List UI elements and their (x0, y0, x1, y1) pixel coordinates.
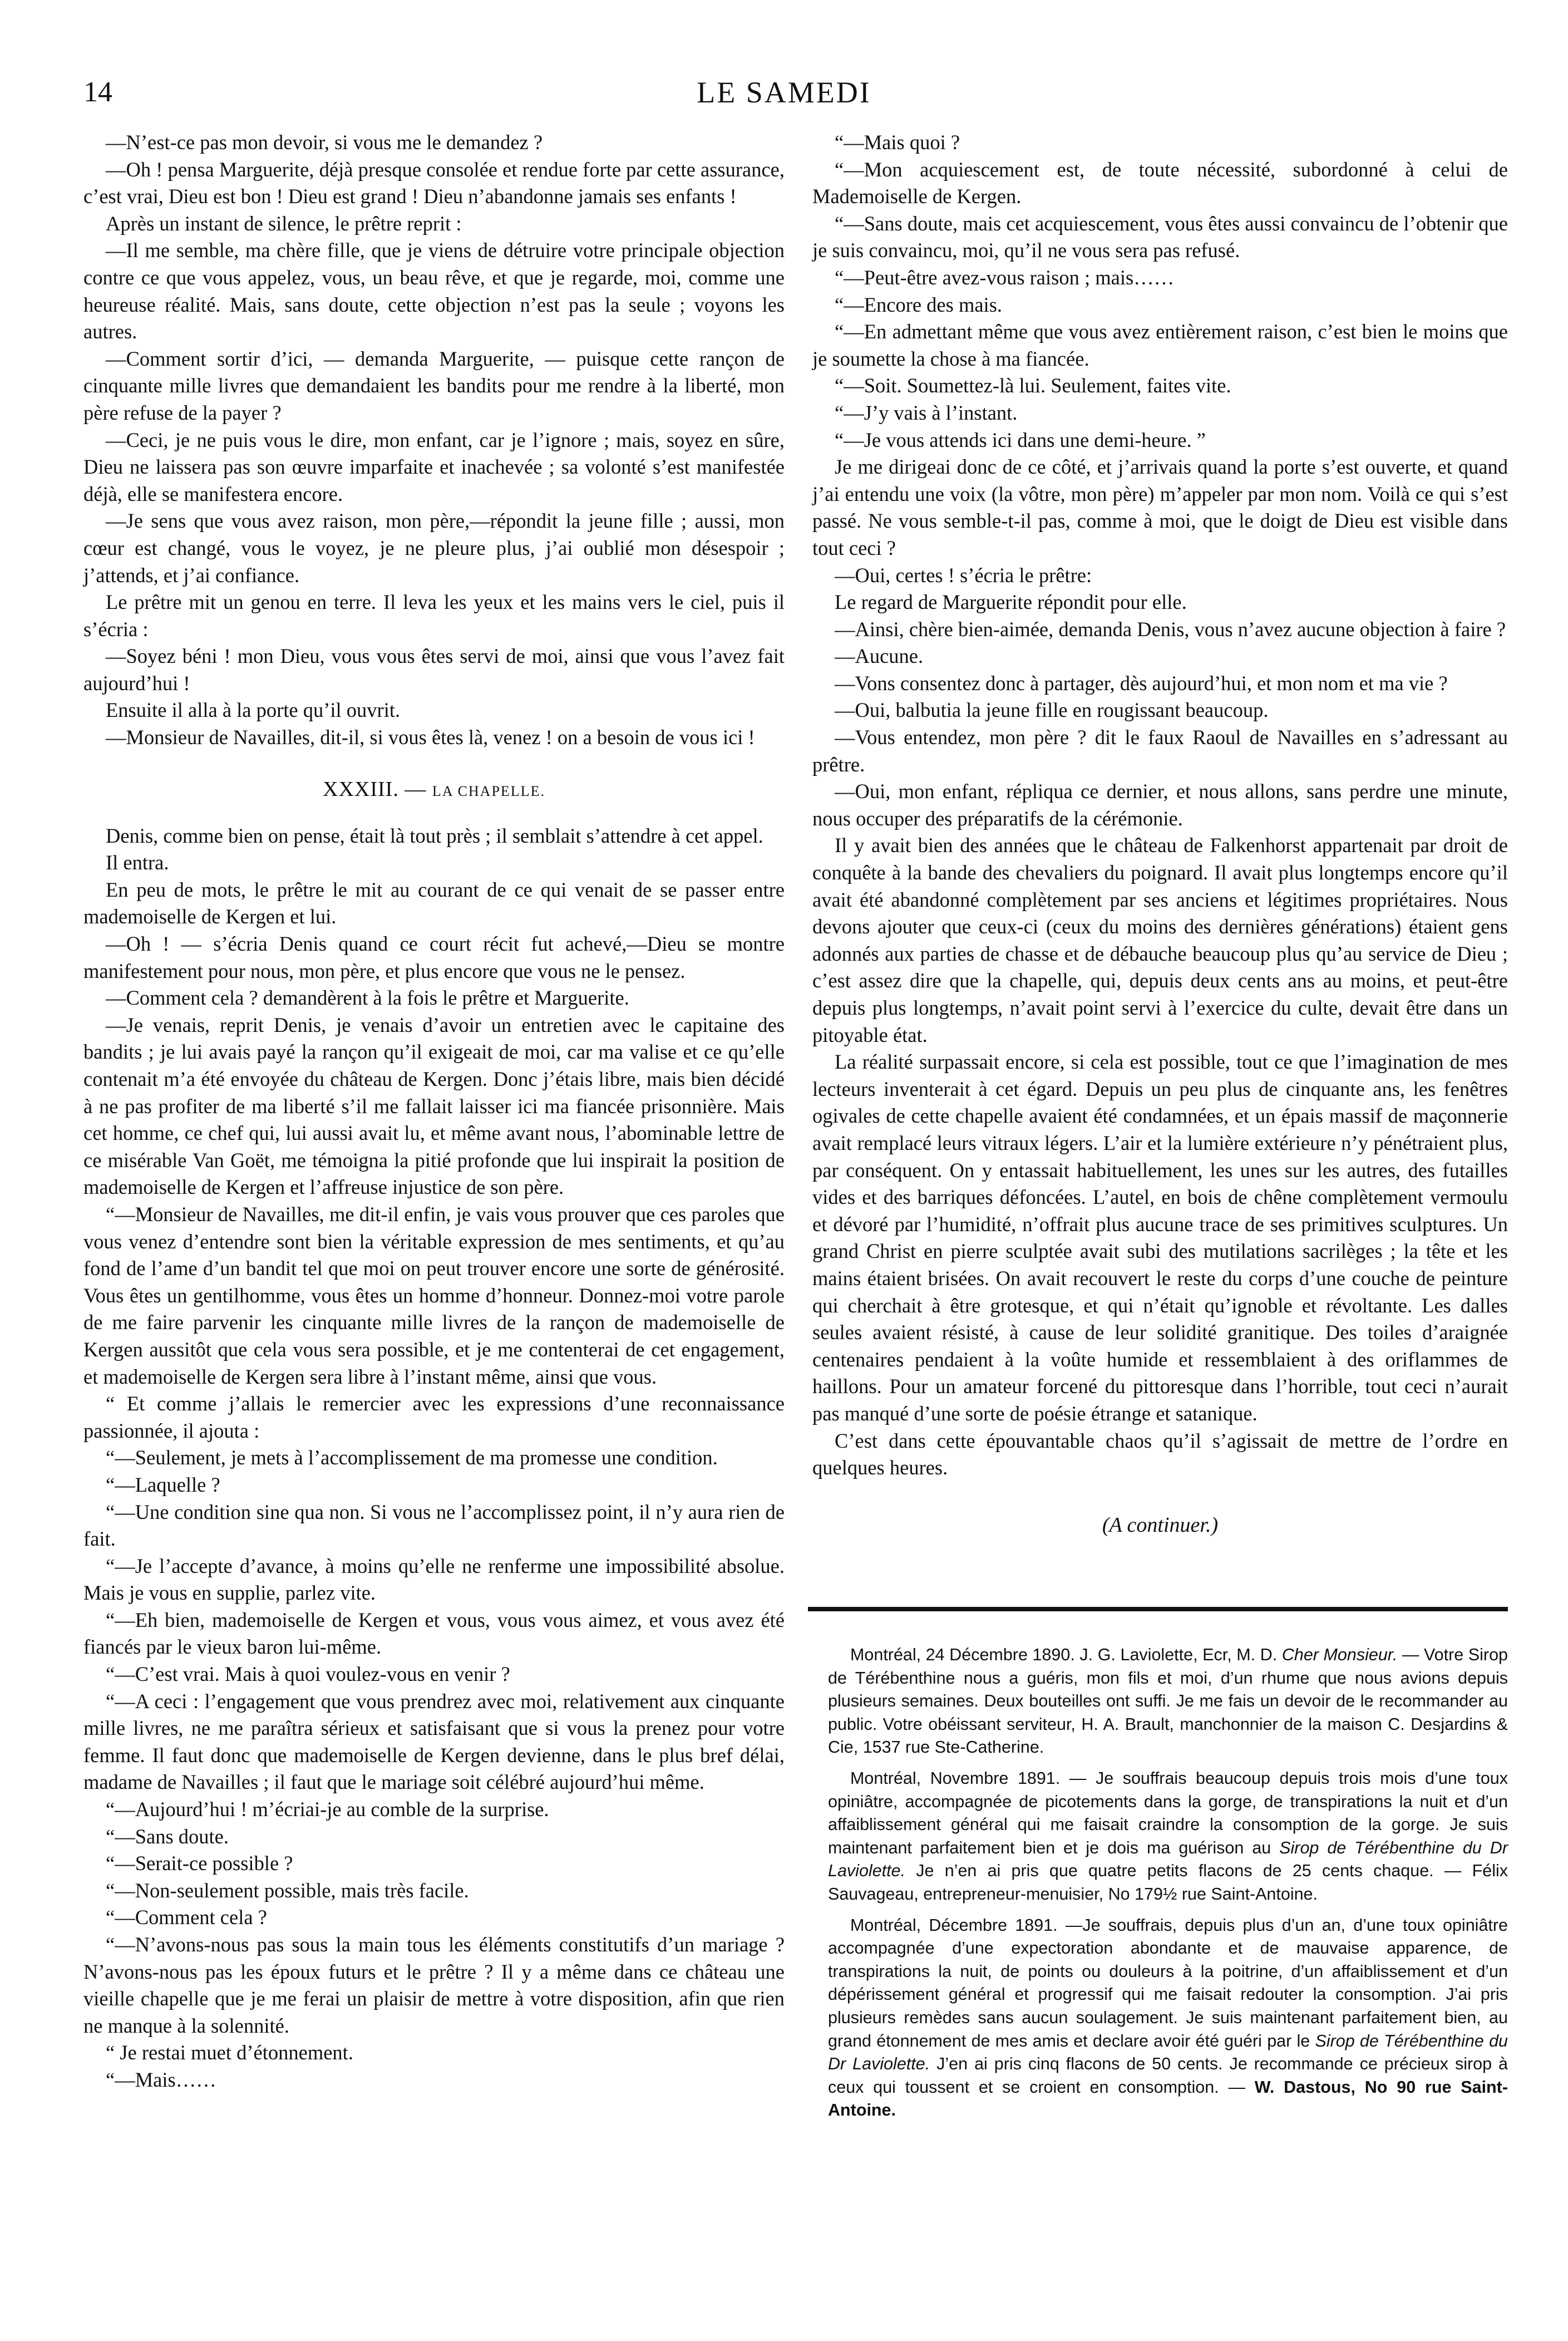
testimonial-text: —Je souffrais, depuis plus d’un an, d’une toux opiniâtre accompagnée d’une expectoration abondante et de mauvaise apparence, de transpirations la nuit, de points ou douleurs à la poitrine, d’un affaiblissement et d’un dépérissement général et progressif qui me faisait redouter la consomption. J’ai pris plusieurs remèdes sans aucun soulagement. Je suis maintenant parfaitement bien, au grand étonnement de mes amis et declare avoir été guéri par le (828, 1915, 1508, 2050)
testimonial-text: Je n’en ai pris que quatre petits flacons de 25 cents chaque. — (916, 1861, 1462, 1881)
doctor-name: J. G. Laviolette, (1079, 1645, 1198, 1664)
signer-address: No 90 rue Saint-Antoine. (828, 2077, 1508, 2120)
chapter-heading (83, 773, 785, 808)
divider-rule (808, 1607, 1508, 1611)
signer-name: W. Dastous, (1254, 2077, 1355, 2097)
paragraph: “—Je vous attends ici dans une demi-heure. ” (835, 428, 1206, 451)
testimonial (828, 1767, 1508, 1906)
testimonial-date: Montréal, Décembre 1891. (850, 1915, 1058, 1935)
paragraph: —Oui, mon enfant, répliqua ce dernier, et nous allons, sans perdre une minute, nous occuper des préparatifs de la cérémonie. (812, 780, 1508, 830)
product-name: Sirop de Térébenthine du Dr Laviolette. (828, 2031, 1508, 2074)
paragraph: —N’est-ce pas mon devoir, si vous me le demandez ? (106, 131, 543, 154)
paragraph: —Ceci, je ne puis vous le dire, mon enfant, car je l’ignore ; mais, soyez en sûre, Dieu ne laissera pas son œuvre imparfaite et inachevée ; sa volonté s’est manifestée déjà, elle se manifestera encore. (83, 428, 785, 505)
paragraph: —Comment sortir d’ici, — demanda Marguerite, — puisque cette rançon de cinquante mille livres que demandaient les bandits pour me rendre à la liberté, mon père refuse de la payer ? (83, 347, 785, 424)
paragraph: “ Je restai muet d’étonnement. (106, 2041, 353, 2064)
paragraph: La réalité surpassait encore, si cela est possible, tout ce que l’imagination de mes lecteurs inventerait à cet égard. Depuis un peu plus de cinquante ans, les fenêtres ogivales de cette chapelle avaient été condamnées, et un épais massif de maçonnerie avait remplacé leurs vitraux légers. L’air et la lumière extérieure n’y pénétraient plus, par conséquent. On y entassait habituellement, les unes sur les autres, des futailles vides et des barriques défoncées. L’autel, en bois de chêne complètement vermoulu et dévoré par l’humidité, n’offrait plus aucune trace de ses primitives sculptures. Un grand Christ en pierre sculptée avait subi des mutilations sacrilèges ; la tête et les mains étaient brisées. On avait recouvert le reste du corps d’une couche de peinture qui cherchait à être grotesque, et qui n’était qu’ignoble et révoltante. Les dalles seules avaient résisté, à cause de leur solidité granitique. Des toiles d’araignée centenaires pendaient à la voûte humide et ressemblaient à des oriflammes de haillons. Pour un amateur forcené du pittoresque dans l’horrible, tout ceci n’aurait pas manqué d’une sorte de poésie étrange et satanique. (812, 1050, 1508, 1425)
paragraph: “—Laquelle ? (106, 1473, 220, 1496)
paragraph: “—Encore des mais. (835, 293, 1003, 316)
paragraph-group (83, 129, 785, 751)
paragraph: “—Sans doute, mais cet acquiescement, vous êtes aussi convaincu de l’obtenir que je suis convaincu, moi, qu’il ne vous sera pas refusé. (812, 212, 1508, 262)
paragraph-group (812, 129, 1508, 1482)
paragraph: Après un instant de silence, le prêtre reprit : (106, 212, 462, 235)
paragraph: —Ainsi, chère bien-aimée, demanda Denis, vous n’avez aucune objection à faire ? (835, 617, 1506, 641)
product-name: Sirop de Térébenthine du Dr Laviolette. (828, 1838, 1508, 1881)
paragraph: Le prêtre mit un genou en terre. Il leva les yeux et les mains vers le ciel, puis il s’écria : (83, 591, 785, 641)
testimonial-text: — Je souffrais beaucoup depuis trois mois d’une toux opiniâtre, accompagnée de picotements dans la gorge, de transpirations la nuit et d’un affaiblissement général qui me faisait craindre la consomption de la gorge. Je suis maintenant parfaitement bien et je dois ma guérison au (828, 1768, 1508, 1857)
paragraph: “—Soit. Soumettez-là lui. Seulement, faites vite. (835, 374, 1231, 397)
paragraph: En peu de mots, le prêtre le mit au courant de ce qui venait de se passer entre mademoiselle de Kergen et lui. (83, 878, 785, 928)
paragraph: —Oui, certes ! s’écria le prêtre: (835, 563, 1092, 587)
paragraph: “—Peut-être avez-vous raison ; mais…… (835, 265, 1175, 289)
paragraph: “—Non-seulement possible, mais très facile. (106, 1878, 469, 1902)
testimonial-date: Montréal, 24 Décembre 1890. (850, 1645, 1075, 1664)
paragraph: “—N’avons-nous pas sous la main tous les éléments constitutifs d’un mariage ? N’avons-nous pas les époux futurs et le prêtre ? Il y a même dans ce château une vieille chapelle que je me ferai un plaisir de mettre à votre disposition, afin que rien ne manque à la solennité. (83, 1933, 785, 2037)
paragraph: —Oh ! pensa Marguerite, déjà presque consolée et rendue forte par cette assurance, c’est vrai, Dieu est bon ! Dieu est grand ! Dieu n’abandonne jamais ses enfants ! (83, 158, 785, 208)
paragraph: “—Aujourd’hui ! m’écriai-je au comble de la surprise. (106, 1798, 549, 1821)
paragraph: —Il me semble, ma chère fille, que je viens de détruire votre principale objection contre ce que vous appelez, vous, un beau rêve, et que je regarde, moi, comme une heureuse réalité. Mais, sans doute, cette objection n’est pas la seule ; voyons les autres. (83, 239, 785, 343)
signer-name: Félix Sauvageau, (828, 1861, 1508, 1904)
paragraph: “—Monsieur de Navailles, me dit-il enfin, je vais vous prouver que ces paroles que vous venez d’entendre sont bien la véritable expression de mes sentiments, et qu’au fond de l’ame d’un bandit tel que moi on peut trouver encore une sorte de générosité. Vous êtes un gentilhomme, vous êtes un homme d’honneur. Donnez-moi votre parole de me faire parvenir les cinquante mille livres de la rançon de mademoiselle de Kergen aussitôt que cela vous sera possible, et je me contenterai de cet engagement, et mademoiselle de Kergen sera libre à l’instant même, ainsi que vous. (83, 1202, 785, 1388)
salutation: Cher Monsieur. (1281, 1645, 1398, 1664)
paragraph: Le regard de Marguerite répondit pour elle. (835, 591, 1187, 614)
paragraph: —Comment cela ? demandèrent à la fois le prêtre et Marguerite. (106, 986, 629, 1010)
to-be-continued: (A continuer.) (1102, 1513, 1219, 1537)
paragraph: —Vous entendez, mon père ? dit le faux Raoul de Navailles en s’adressant au prêtre. (812, 726, 1508, 776)
page-number: 14 (83, 76, 112, 108)
paragraph: —Monsieur de Navailles, dit-il, si vous êtes là, venez ! on a besoin de vous ici ! (106, 726, 755, 749)
testimonial-text: — Votre Sirop de Térébenthine nous a guéris, mon fils et moi, d’un rhume que nous avions depuis plusieurs semaines. Deux bouteilles ont suffi. Je me fais un devoir de le recommander au public. Votre obéissant serviteur, (828, 1645, 1508, 1734)
paragraph: C’est dans cette épouvantable chaos qu’il s’agissait de mettre de l’ordre en quelques heures. (812, 1429, 1508, 1479)
paragraph: “—Sans doute. (106, 1824, 229, 1848)
paragraph: “—A ceci : l’engagement que vous prendrez avec moi, relativement aux cinquante mille livres, ne me paraîtra sérieux et satisfaisant que si vous la prenez pour votre femme. Il faut donc que mademoiselle de Kergen devienne, dans le plus bref délai, madame de Navailles ; il faut que le mariage soit célébré aujourd’hui même. (83, 1689, 785, 1794)
chapter-number: XXXIII. — (323, 777, 427, 801)
paragraph: Ensuite il alla à la porte qu’il ouvrit. (106, 699, 401, 722)
paragraph: —Oh ! — s’écria Denis quand ce court récit fut achevé,—Dieu se montre manifestement pour nous, mon père, et plus encore que vous ne le pensez. (83, 932, 785, 982)
paragraph-group (83, 823, 785, 2094)
paragraph: “—Comment cela ? (106, 1906, 267, 1929)
testimonial (828, 1644, 1508, 1759)
paragraph: “—Une condition sine qua non. Si vous ne l’accomplissez point, il n’y aura rien de fait. (83, 1500, 785, 1551)
paragraph: —Je sens que vous avez raison, mon père,—répondit la jeune fille ; aussi, mon cœur est changé, vous le voyez, je ne pleure plus, j’ai oublié mon désespoir ; j’attends, et j’ai confiance. (83, 509, 785, 587)
paragraph: “—Je l’accepte d’avance, à moins qu’elle ne renferme une impossibilité absolue. Mais je vous en supplie, parlez vite. (83, 1554, 785, 1605)
doctor-title: Ecr, M. D. (1202, 1645, 1278, 1664)
paragraph: “—En admettant même que vous avez entièrement raison, c’est bien le moins que je soumette la chose à ma fiancée. (812, 320, 1508, 370)
paragraph: “—Serait-ce possible ? (106, 1852, 293, 1875)
paragraph: “ Et comme j’allais le remercier avec les expressions d’une reconnaissance passionnée, il ajouta : (83, 1392, 785, 1442)
paragraph: —Vons consentez donc à partager, dès aujourd’hui, et mon nom et ma vie ? (835, 671, 1448, 695)
testimonial-date: Montréal, Novembre 1891. (850, 1768, 1061, 1788)
signer-name: H. A. Brault, (1081, 1714, 1174, 1734)
testimonial (828, 1914, 1508, 2122)
paragraph: —Aucune. (835, 645, 924, 668)
paragraph: “—Eh bien, mademoiselle de Kergen et vous, vous vous aimez, et vous avez été fiancés par le vieux baron lui-même. (83, 1608, 785, 1659)
paragraph: “—Mais quoi ? (835, 131, 960, 154)
right-column (812, 129, 1508, 1542)
paragraph: “—Mais…… (106, 2068, 216, 2091)
paragraph: Il entra. (106, 851, 169, 874)
testimonial-text: J’en ai pris cinq flacons de 50 cents. Je recommande ce précieux sirop à ceux qui toussent et se croient en consomption. — (828, 2054, 1508, 2097)
left-column (83, 129, 785, 2094)
testimonial-text: manchonnier de la maison C. Desjardins & Cie, 1537 rue Ste-Catherine. (828, 1714, 1508, 1757)
paragraph: “—C’est vrai. Mais à quoi voulez-vous en venir ? (106, 1663, 510, 1686)
advertisement-block (828, 1644, 1508, 2130)
paragraph: —Oui, balbutia la jeune fille en rougissant beaucoup. (835, 699, 1269, 722)
paragraph: Je me dirigeai donc de ce côté, et j’arrivais quand la porte s’est ouverte, et quand j’ai entendu une voix (la vôtre, mon père) m’appeler par mon nom. Voilà ce qui s’est passé. Ne vous semble-t-il pas, comme à moi, que le doigt de Dieu est visible dans tout ceci ? (812, 455, 1508, 559)
masthead-title: LE SAMEDI (697, 76, 871, 109)
paragraph: “—Mon acquiescement est, de toute nécessité, subordonné à celui de Mademoiselle de Kergen. (812, 158, 1508, 208)
testimonial-text: entrepreneur-menuisier, No 179½ rue Saint-Antoine. (923, 1884, 1318, 1904)
paragraph: —Je venais, reprit Denis, je venais d’avoir un entretien avec le capitaine des bandits ; je lui avais payé la rançon qu’il exigeait de moi, car ma valise et ce qu’elle contenait m’a été envoyée du château de Kergen. Donc j’étais libre, mais bien décidé à ne pas profiter de ma liberté s’il me fallait laisser ici ma fiancée prisonnière. Mais cet homme, ce chef qui, lui aussi avait lu, et même avant nous, l’abominable lettre de ce misérable Van Goët, me témoigna la pitié profonde que lui inspirait la position de mademoiselle de Kergen et l’affreuse injustice de son père. (83, 1013, 785, 1199)
paragraph: “—J’y vais à l’instant. (835, 401, 1018, 424)
chapter-title: LA CHAPELLE. (432, 783, 545, 799)
paragraph: —Soyez béni ! mon Dieu, vous vous êtes servi de moi, ainsi que vous l’avez fait aujourd’hui ! (83, 645, 785, 695)
paragraph: “—Seulement, je mets à l’accomplissement de ma promesse une condition. (106, 1446, 718, 1469)
paragraph: Denis, comme bien on pense, était là tout près ; il semblait s’attendre à cet appel. (106, 824, 763, 847)
paragraph: Il y avait bien des années que le château de Falkenhorst appartenait par droit de conquête à la bande des chevaliers du poignard. Il avait plus longtemps encore qu’il avait été abandonné complètement par ses anciens et légitimes propriétaires. Nous devons ajouter que ceux-ci (ceux du moins des dernières générations) étaient gens adonnés aux parties de chasse et de débauche beaucoup plus qu’au service de Dieu ; c’est assez dire que la chapelle, qui, depuis deux cents ans au moins, et peut-être depuis plus longtemps, n’avait point servi à l’exercice du culte, devait être dans un pitoyable état. (812, 834, 1508, 1046)
